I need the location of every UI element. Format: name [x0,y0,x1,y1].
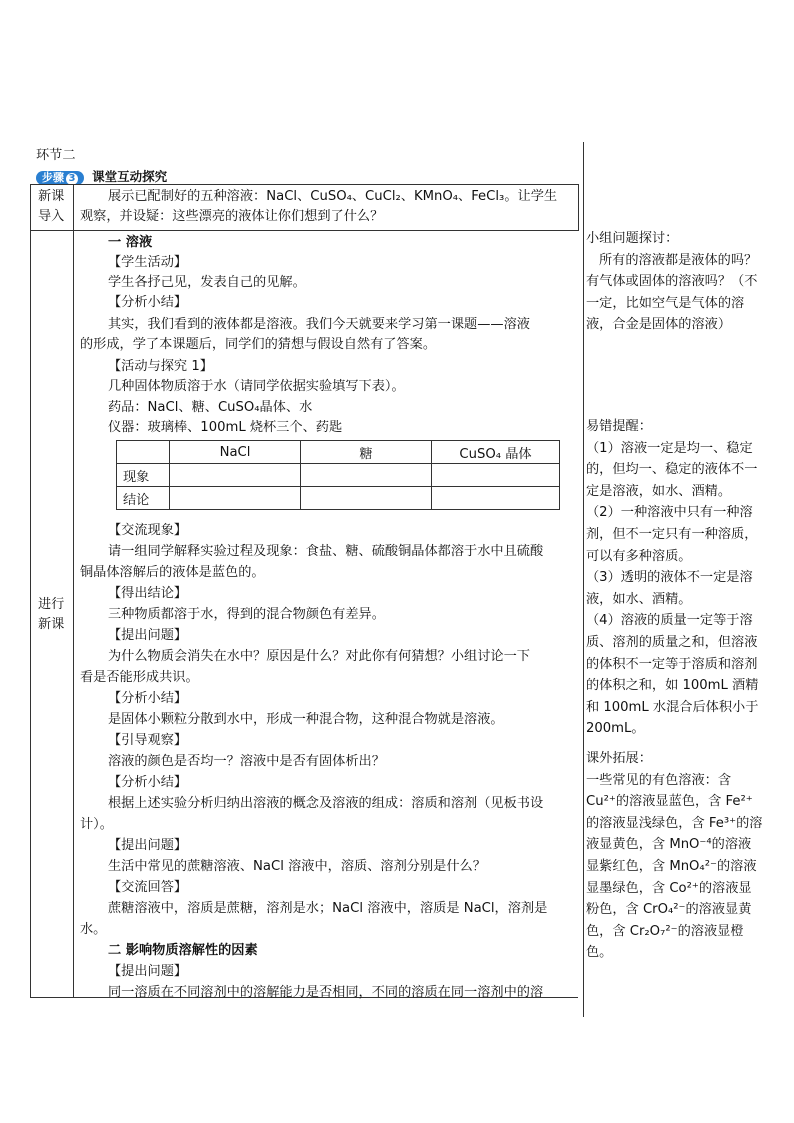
table-header-nacl: NaCl [170,441,301,464]
frame-right [578,184,579,231]
paragraph-line: 水。 [80,922,107,937]
section-tag: 【活动与探究 1】 [108,359,213,374]
section-label: 环节二 [36,148,76,163]
paragraph-line: 几种固体物质溶于水（请同学依据实验填写下表）。 [108,379,405,394]
paragraph-line: 看是否能形成共识。 [80,670,199,685]
section-tag: 【提出问题】 [108,838,188,853]
row1-label-line2: 导入 [38,209,65,224]
section-tag: 【分析小结】 [108,295,188,310]
paragraph-line: 计）。 [80,817,113,832]
side-group-discussion [586,228,764,336]
side-heading: 课外拓展： [586,751,652,766]
experiment-table [116,440,560,510]
paragraph-line: 三种物质都溶于水，得到的混合物颜色有差异。 [108,607,385,622]
row1-text-line2: 观察，并设疑：这些漂亮的液体让你们想到了什么？ [80,209,384,224]
table-row-label: 结论 [117,487,170,510]
step-header [36,167,167,185]
step-number: 3 [66,173,78,185]
table-cell [301,464,432,487]
table-corner-cell [117,441,170,464]
side-paragraph: （4）溶液的质量一定等于溶质、溶剂的质量之和，但溶液的体积不一定等于溶质和溶剂的体积之和，如 100mL 酒精和 100mL 水混合后体积小于 200mL。 [586,613,759,737]
table-row-label: 现象 [117,464,170,487]
frame-label-divider [73,184,74,997]
paragraph-line: 铜晶体溶解后的液体是蓝色的。 [80,565,265,580]
heading-solution: 一 溶液 [108,235,153,250]
side-paragraph: 一些常见的有色溶液：含 Cu²⁺的溶液显蓝色，含 Fe²⁺的溶液显浅绿色，含 Fe³⁺的溶液显黄色，含 MnO⁻⁴的溶液显紫红色，含 MnO₄²⁻的溶液显墨绿色，含 Co²⁺的溶液显粉色，含 CrO₄²⁻的溶液显黄色，含 Cr₂O₇²⁻的溶液显橙色。 [586,772,763,961]
table-cell [170,464,301,487]
heading-solubility-factors: 二 影响物质溶解性的因素 [108,943,258,958]
section-tag: 【得出结论】 [108,586,188,601]
section-tag: 【引导观察】 [108,733,188,748]
side-paragraph: （1）溶液一定是均一、稳定的，但均一、稳定的液体不一定是溶液，如水、酒精。 [586,440,758,499]
section-tag: 【分析小结】 [108,775,188,790]
table-cell [170,487,301,510]
frame-left [30,184,31,997]
paragraph-line: 蔗糖溶液中，溶质是蔗糖，溶剂是水；NaCl 溶液中，溶质是 NaCl，溶剂是 [108,901,548,916]
side-heading: 小组问题探讨： [586,231,679,246]
section-tag: 【提出问题】 [108,628,188,643]
row2-label-line1: 进行 [38,597,65,612]
side-paragraph: （2）一种溶液中只有一种溶剂，但不一定只有一种溶质，可以有多种溶质。 [586,505,758,564]
section-tag: 【学生活动】 [108,255,188,270]
side-heading: 易错提醒： [586,419,652,434]
side-column-divider [583,142,584,1017]
side-extension [586,748,764,964]
row1-label-line1: 新课 [38,189,65,204]
table-cell [432,464,560,487]
paragraph-line: 根据上述实验分析归纳出溶液的概念及溶液的组成：溶质和溶剂（见板书设 [108,796,544,811]
paragraph-line: 仪器：玻璃棒、100mL 烧杯三个、药匙 [108,420,343,435]
table-row [117,487,560,510]
paragraph-line: 同一溶质在不同溶剂中的溶解能力是否相同，不同的溶质在同一溶剂中的溶 [108,985,544,1000]
side-common-errors [586,416,764,740]
table-header-row [117,441,560,464]
side-paragraph: （3）透明的液体不一定是溶液，如水、酒精。 [586,570,753,607]
step-title: 课堂互动探究 [92,169,168,184]
row1-text-line1: 展示已配制好的五种溶液：NaCl、CuSO₄、CuCl₂、KMnO₄、FeCl₃。让学生 [108,189,558,204]
side-paragraph: 所有的溶液都是液体的吗？有气体或固体的溶液吗？（不一定，比如空气是气体的溶液，合金是固体的溶液） [586,252,758,333]
paragraph-line: 生活中常见的蔗糖溶液、NaCl 溶液中，溶质、溶剂分别是什么？ [108,859,486,874]
section-tag: 【交流回答】 [108,880,188,895]
table-header-cuso4: CuSO₄ 晶体 [432,441,560,464]
section-tag: 【交流现象】 [108,523,188,538]
paragraph-line: 溶液的颜色是否均一？溶液中是否有固体析出？ [108,754,385,769]
paragraph-line: 药品：NaCl、糖、CuSO₄晶体、水 [108,400,313,415]
row2-label-line2: 新课 [38,617,65,632]
paragraph-line: 是固体小颗粒分散到水中，形成一种混合物，这种混合物就是溶液。 [108,712,504,727]
paragraph-line: 的形成，学了本课题后，同学们的猜想与假设自然有了答案。 [80,337,437,352]
table-cell [432,487,560,510]
frame-row-divider [30,230,578,231]
table-header-sugar: 糖 [301,441,432,464]
paragraph-line: 学生各抒己见，发表自己的见解。 [108,275,306,290]
section-tag: 【分析小结】 [108,691,188,706]
paragraph-line: 其实，我们看到的液体都是溶液。我们今天就要来学习第一课题——溶液 [108,317,530,332]
table-row [117,464,560,487]
step-badge: 步骤 3 [36,171,84,185]
paragraph-line: 为什么物质会消失在水中？原因是什么？对此你有何猜想？小组讨论一下 [108,649,530,664]
table-cell [301,487,432,510]
paragraph-line: 请一组同学解释实验过程及现象：食盐、糖、硫酸铜晶体都溶于水中且硫酸 [108,544,544,559]
frame-top [30,184,578,185]
section-tag: 【提出问题】 [108,964,188,979]
